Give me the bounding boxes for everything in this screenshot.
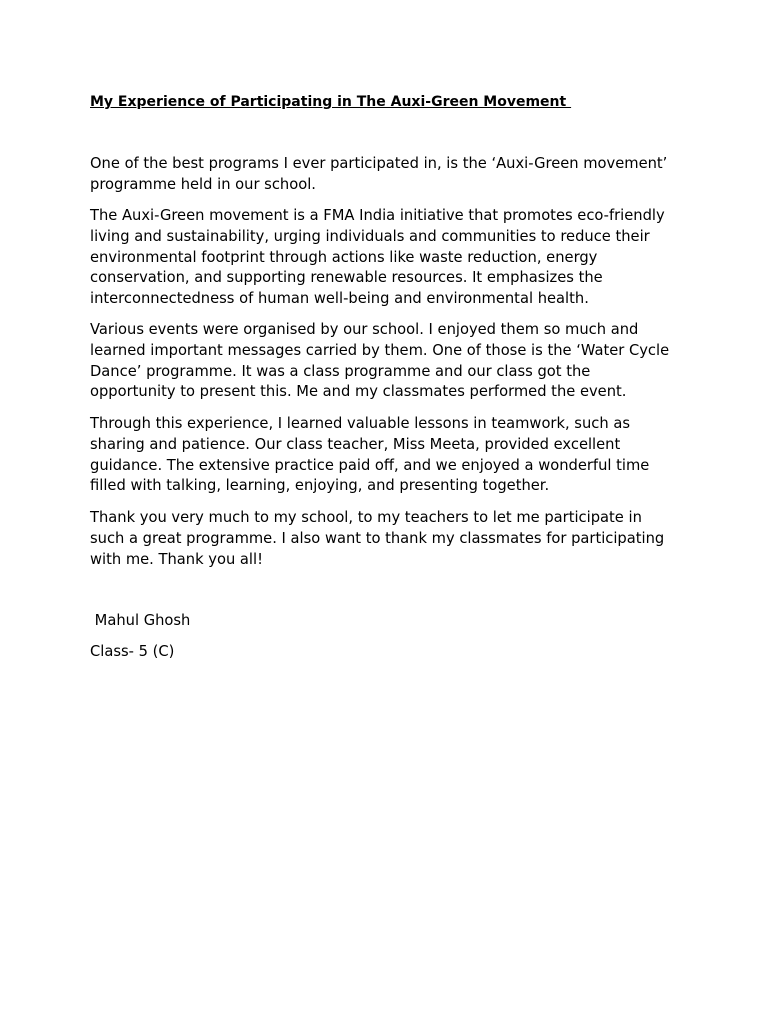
paragraph-about-movement: The Auxi-Green movement is a FMA India initiative that promotes eco-friendly living and sustainability, urging individuals and communities to reduce their environmental footprint through actions like waste reduction, energy conservation, and supporting renewable resources. It emphasizes the interconnectedness of human well-being and environmental health. <box>90 207 665 308</box>
document-page <box>90 0 690 1024</box>
paragraph-thanks: Thank you very much to my school, to my teachers to let me participate in such a great programme. I also want to thank my classmates for participating with me. Thank you all! <box>90 509 665 568</box>
paragraph-lessons: Through this experience, I learned valuable lessons in teamwork, such as sharing and patience. Our class teacher, Miss Meeta, provided excellent guidance. The extensive practice paid off, and we enjoyed a wonderful time filled with talking, learning, enjoying, and presenting together. <box>90 415 650 495</box>
signature-class: Class- 5 (C) <box>90 643 175 660</box>
signature-name: Mahul Ghosh <box>90 612 191 629</box>
document-title: My Experience of Participating in The Auxi-Green Movement <box>90 94 572 110</box>
paragraph-events: Various events were organised by our school. I enjoyed them so much and learned important messages carried by them. One of those is the ‘Water Cycle Dance’ programme. It was a class programme and our class got the opportunity to present this. Me and my classmates performed the event. <box>90 321 670 401</box>
paragraph-intro: One of the best programs I ever participated in, is the ‘Auxi-Green movement’ programme held in our school. <box>90 155 668 193</box>
